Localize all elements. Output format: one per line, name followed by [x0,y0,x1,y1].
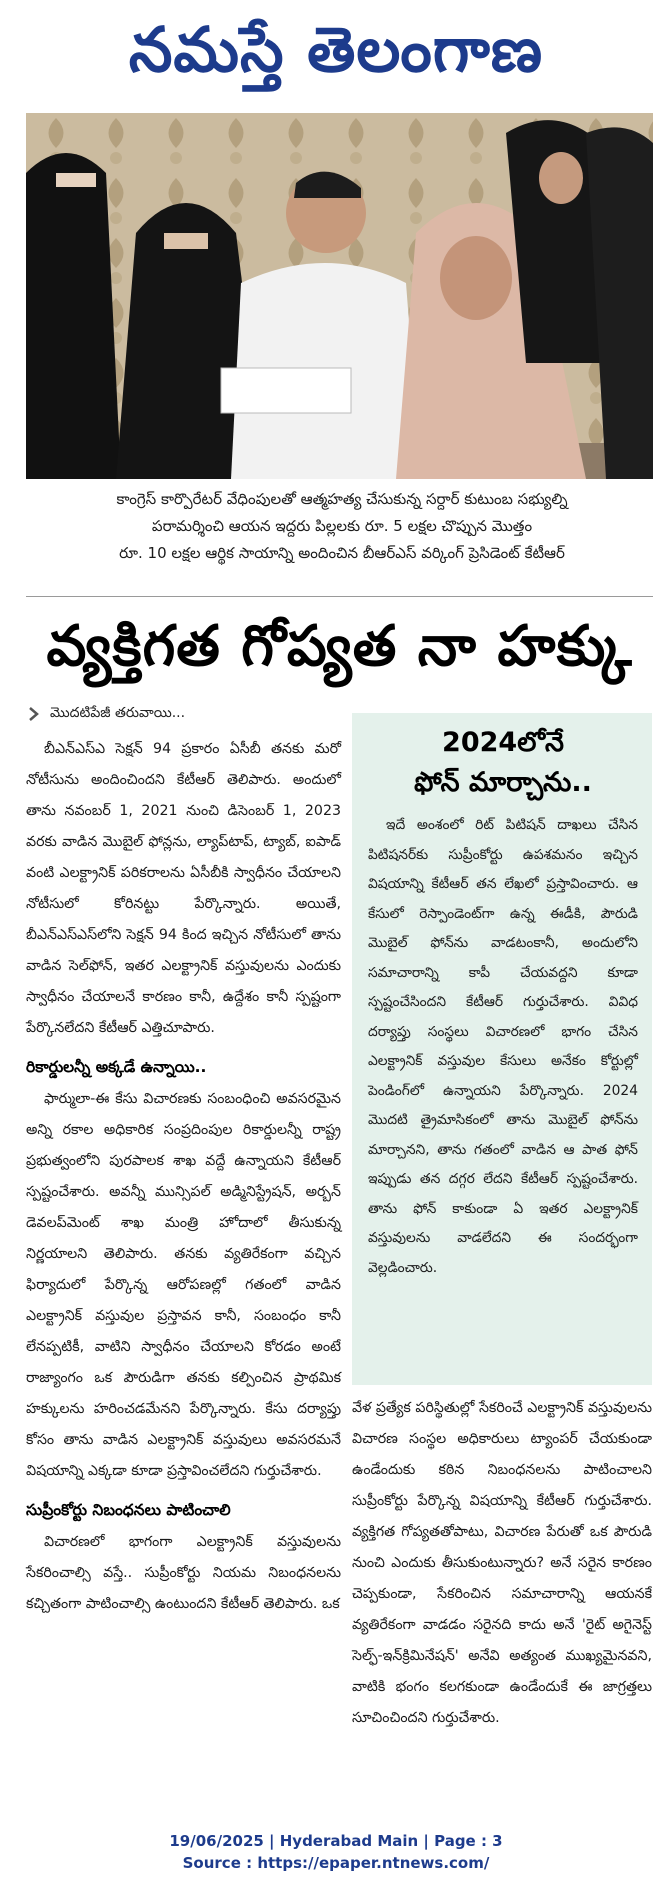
article-paragraph: ఫార్ములా-ఈ కేసు విచారణకు సంబంధించి అవసరమైన అన్ని రకాల అధికారిక సంప్రదింపుల రికార్డులన్నీ రాష్ట్ర ప్రభుత్వంలోని పురపాలక శాఖ వద్దే ఉన్నాయని కేటీఆర్ స్పష్టంచేశారు. అవన్నీ మున్సిపల్ అడ్మినిస్ట్రేషన్, అర్బన్ డెవలప్‌మెంట్ శాఖ మంత్రి హోదాలో తీసుకున్న నిర్ణయాలని తెలిపారు. తనకు వ్యతిరేకంగా వచ్చిన ఫిర్యాదులో పేర్కొన్న ఆరోపణల్లో గతంలో వాడిన ఎలక్ట్రానిక్ వస్తువుల ప్రస్తావన కానీ, సంబంధం కానీ లేనప్పటికీ, వాటిని స్వాధీనం చేయాలని కోరడం అంటే రాజ్యాంగం ఒక పౌరుడిగా తనకు కల్పించిన ప్రాథమిక హక్కులను హరించడమేనని పేర్కొన్నారు. కేసు దర్యాప్తు కోసం తాను వాడిన ఎలక్ట్రానిక్ వస్తువులు అవసరమనే విషయాన్ని ఎక్కడా కూడా ప్రస్తావించలేదని గుర్తుచేశారు. [26,1091,341,1479]
sidebar-box [352,713,652,1385]
caption-line: పరామర్శించి ఆయన ఇద్దరు పిల్లలకు రూ. 5 లక్షల చొప్పున మొత్తం [151,517,533,535]
footer [0,1830,672,1874]
caption-line: రూ. 10 లక్షల ఆర్థిక సాయాన్ని అందించిన బీఆర్ఎస్ వర్కింగ్ ప్రెసిడెంట్ కేటీఆర్ [119,544,565,562]
footer-dateline: 19/06/2025 | Hyderabad Main | Page : 3 [169,1832,503,1850]
masthead [0,0,672,110]
right-column [352,1393,652,1734]
section-subhead: రికార్డులన్నీ అక్కడే ఉన్నాయి.. [26,1058,207,1076]
divider [26,596,653,597]
footer-source: Source : https://epaper.ntnews.com/ [182,1854,490,1872]
section-subhead: సుప్రీంకోర్టు నిబంధనలు పాటించాలి [26,1501,231,1519]
masthead-title: నమస్తే తెలంగాణ [128,13,544,86]
sidebar-title: ఫోన్ మార్చాను.. [414,767,592,798]
sidebar-title: 2024లోనే [442,727,564,758]
sidebar-paragraph: ఇదే అంశంలో రిట్ పిటిషన్ దాఖలు చేసిన పిటిషనర్‌కు సుప్రీంకోర్టు ఉపశమనం ఇచ్చిన విషయాన్ని కేటీఆర్ తన లేఖలో ప్రస్తావించారు. ఆ కేసులో రెస్పాండెంట్‌గా ఉన్న ఈడీకి, పౌరుడి మొబైల్ ఫోన్‌ను వాడటంకానీ, అందులోని సమాచారాన్ని కాపీ చేయవద్దని కూడా స్పష్టంచేసిందని కేటీఆర్ గుర్తుచేశారు. వివిధ దర్యాప్తు సంస్థలు విచారణలో భాగం చేసిన ఎలక్ట్రానిక్ వస్తువుల కేసులు అనేకం కోర్టుల్లో పెండింగ్‌లో ఉన్నాయని పేర్కొన్నారు. 2024 మొదటి త్రైమాసికంలో తాను మొబైల్ ఫోన్‌ను మార్చానని, తాను గతంలో వాడిన ఆ పాత ఫోన్ ఇప్పుడు తన దగ్గర లేదని కేటీఆర్ స్పష్టంచేశారు. తాను ఫోన్ కాకుండా ఏ ఇతర ఎలక్ట్రానిక్ వస్తువులను వాడలేదని ఈ సందర్భంగా వెల్లడించారు. [368,817,638,1276]
continued-from-front-page [26,700,341,728]
article-paragraph: వేళ ప్రత్యేక పరిస్థితుల్లో సేకరించే ఎలక్ట్రానిక్ వస్తువులను విచారణ సంస్థల అధికారులు ట్యాంపర్ చేయకుండా ఉండేందుకు కఠిన నిబంధనలను పాటించాలని సుప్రీంకోర్టు పేర్కొన్న విషయాన్ని కేటీఆర్ గుర్తుచేశారు. వ్యక్తిగత గోప్యతతోపాటు, విచారణ పేరుతో ఒక పౌరుడి నుంచి ఎందుకు తీసుకుంటున్నారు? అనే సరైన కారణం చెప్పకుండా, సేకరించిన సమాచారాన్ని ఆయనకే వ్యతిరేకంగా వాడడం సరైనది కాదు అనే 'రైట్ అగైనెస్ట్ సెల్ఫ్-ఇన్‌క్రిమినేషన్' అనేవి అత్యంత ముఖ్యమైనవని, వాటికి భంగం కలగకుండా ఉండేందుకే ఈ జాగ్రత్తలు సూచించిందని గుర్తుచేశారు. [352,1400,652,1726]
left-column [26,700,341,1620]
photo-caption [36,486,648,567]
headline: వ్యక్తిగత గోప్యత నా హక్కు [46,614,633,679]
caption-line: కాంగ్రెస్ కార్పొరేటర్ వేధింపులతో ఆత్మహత్య చేసుకున్న సర్దార్ కుటుంబ సభ్యుల్ని [116,490,568,508]
continued-label: మొదటిపేజీ తరువాయి... [50,704,186,721]
chevron-right-icon [26,706,42,722]
article-paragraph: విచారణలో భాగంగా ఎలక్ట్రానిక్ వస్తువులను సేకరించాల్సి వస్తే.. సుప్రీంకోర్టు నియమ నిబంధనలను కచ్చితంగా పాటించాల్సి ఉంటుందని కేటీఆర్ తెలిపారు. ఒక [26,1534,341,1612]
news-photo [26,113,653,479]
article-paragraph: బీఎన్ఎస్ఎ సెక్షన్ 94 ప్రకారం ఏసీబీ తనకు మరో నోటీసును అందించిందని కేటీఆర్ తెలిపారు. అందులో తాను నవంబర్ 1, 2021 నుంచి డిసెంబర్ 1, 2023 వరకు వాడిన మొబైల్ ఫోన్లను, ల్యాప్‌టాప్, ట్యాబ్, ఐపాడ్ వంటి ఎలక్ట్రానిక్ పరికరాలను ఏసీబీకి స్వాధీనం చేయాలని నోటీసులో కోరినట్టు పేర్కొన్నారు. అయితే, బీఎన్ఎస్ఎస్‌లోని సెక్షన్ 94 కింద ఇచ్చిన నోటీసులో తాను వాడిన సెల్‌ఫోన్, ఇతర ఎలక్ట్రానిక్ వస్తువులను ఎందుకు స్వాధీనం చేయాలనే కారణం కానీ, ఉద్దేశం కానీ స్పష్టంగా పేర్కొనలేదని కేటీఆర్ ఎత్తిచూపారు. [26,741,341,1036]
